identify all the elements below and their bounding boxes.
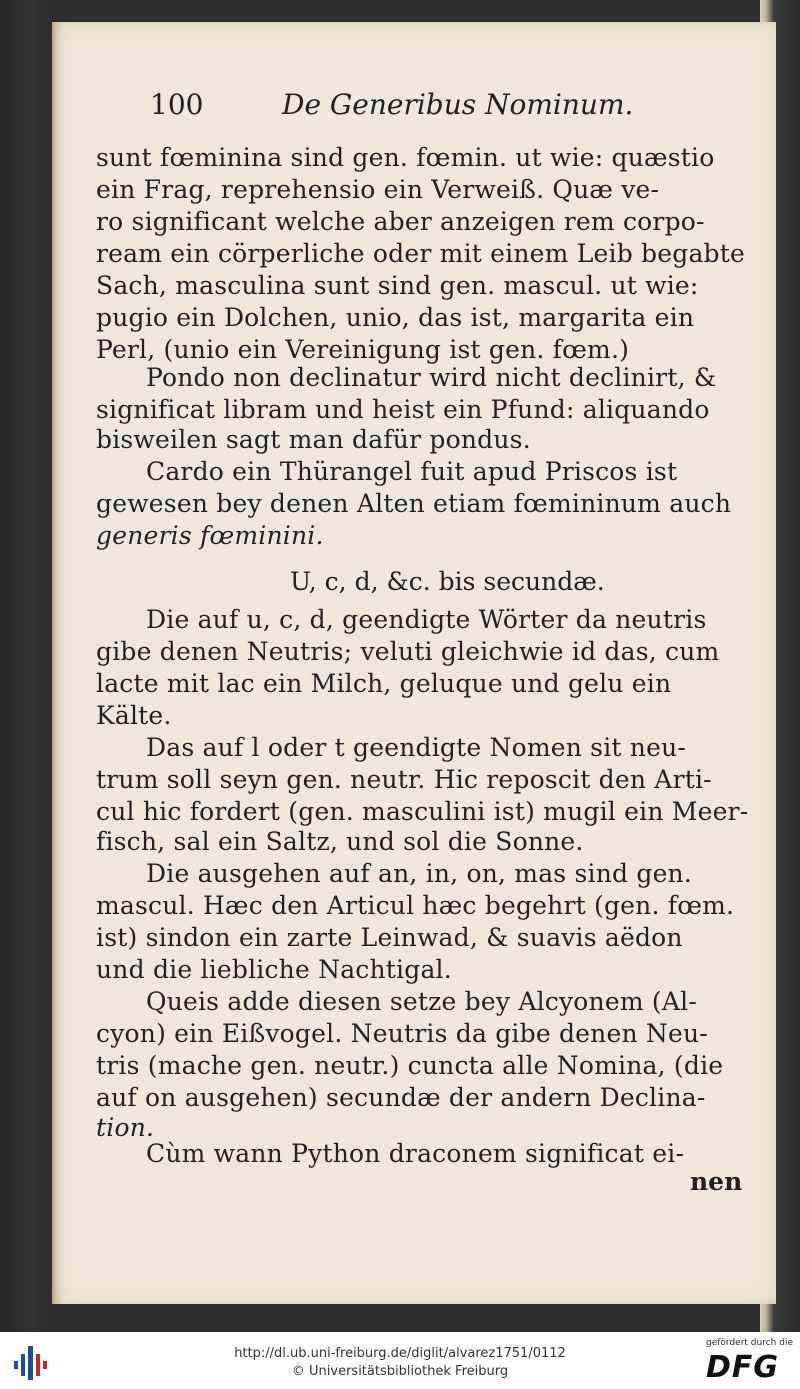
text-line: Cùm wann Python draconem significat ei-: [146, 1139, 685, 1168]
text-line: gewesen bey denen Alten etiam fœmininum auch: [96, 489, 732, 518]
text-line: gibe denen Neutris; veluti gleichwie id das, cum: [96, 637, 720, 666]
section-heading: U, c, d, &c. bis secundæ.: [290, 567, 605, 596]
text-line: ist) sindon ein zarte Leinwad, & suavis aëdon: [96, 923, 683, 952]
text-line: Die auf u, c, d, geendigte Wörter da neutris: [146, 605, 707, 634]
viewer-footer: [0, 1332, 800, 1389]
text-line: auf on ausgehen) secundæ der andern Declina-: [96, 1083, 706, 1112]
text-line: sunt fœminina sind gen. fœmin. ut wie: quæstio: [96, 143, 715, 172]
dfg-logo: DFG: [706, 1350, 780, 1385]
text-line: lacte mit lac ein Milch, geluque und gelu ein: [96, 669, 672, 698]
page-header: [150, 88, 634, 128]
text-line: tion.: [96, 1113, 155, 1142]
text-line: ream ein cörperliche oder mit einem Leib begabte: [96, 239, 746, 268]
text-line: cul hic fordert (gen. masculini ist) mugil ein Meer-: [96, 797, 749, 826]
text-line: trum soll seyn gen. neutr. Hic reposcit den Arti-: [96, 765, 712, 794]
text-line: Das auf l oder t geendigte Nomen sit neu-: [146, 733, 687, 762]
text-line: ein Frag, reprehensio ein Verweiß. Quæ ve-: [96, 175, 660, 204]
text-line: generis fœminini.: [96, 521, 324, 550]
permalink-url[interactable]: http://dl.ub.uni-freiburg.de/diglit/alvarez1751/0112: [234, 1346, 566, 1361]
text-line: Cardo ein Thürangel fuit apud Priscos ist: [146, 457, 678, 486]
page-number: 100: [150, 88, 204, 121]
text-line: Perl, (unio ein Vereinigung ist gen. fœm.): [96, 335, 630, 364]
text-line: Sach, masculina sunt sind gen. mascul. ut wie:: [96, 271, 699, 300]
copyright-notice: © Universitätsbibliothek Freiburg: [291, 1364, 509, 1379]
text-line: cyon) ein Eißvogel. Neutris da gibe denen Neu-: [96, 1019, 708, 1048]
text-line: mascul. Hæc den Articul hæc begehrt (gen. fœm.: [96, 891, 735, 920]
funding-note: gefördert durch die: [706, 1338, 793, 1348]
text-line: ro significant welche aber anzeigen rem corpo-: [96, 207, 705, 236]
text-line: bisweilen sagt man dafür pondus.: [96, 425, 531, 454]
text-line: tris (mache gen. neutr.) cuncta alle Nomina, (die: [96, 1051, 724, 1080]
text-line: pugio ein Dolchen, unio, das ist, margarita ein: [96, 303, 695, 332]
text-line: und die liebliche Nachtigal.: [96, 955, 452, 984]
running-title: De Generibus Nominum.: [282, 88, 634, 121]
text-line: Kälte.: [96, 701, 172, 730]
text-line: Pondo non declinatur wird nicht declinirt, &: [146, 363, 717, 392]
text-line: significat libram und heist ein Pfund: aliquando: [96, 395, 710, 424]
catchword: nen: [690, 1167, 743, 1196]
text-line: Queis adde diesen setze bey Alcyonem (Al-: [146, 987, 697, 1016]
text-line: fisch, sal ein Saltz, und sol die Sonne.: [96, 827, 584, 856]
text-line: Die ausgehen auf an, in, on, mas sind gen.: [146, 859, 693, 888]
